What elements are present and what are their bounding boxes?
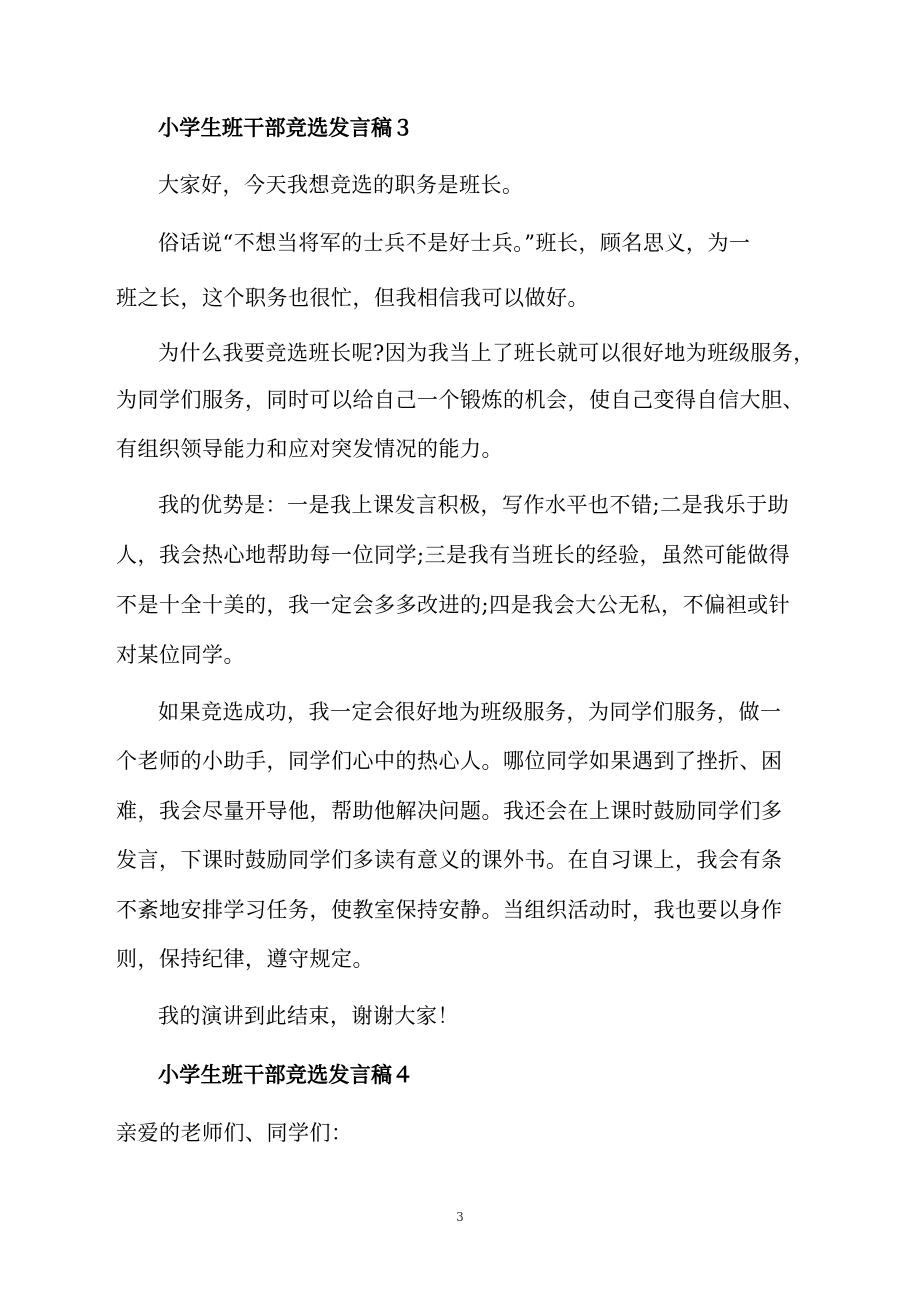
paragraph-greeting-line-1: 大家好，今天我想竞选的职务是班长。 <box>158 173 524 197</box>
page-number: 3 <box>456 1210 464 1224</box>
paragraph-reason-line-3: 有组织领导能力和应对突发情况的能力。 <box>116 437 503 461</box>
paragraph-promise-line-2: 个老师的小助手，同学们心中的热心人。哪位同学如果遇到了挫折、困 <box>116 749 783 773</box>
paragraph-advantages-line-1: 我的优势是：一是我上课发言积极，写作水平也不错;二是我乐于助 <box>158 493 790 517</box>
section-heading-3: 小学生班干部竞选发言稿３ <box>158 115 414 140</box>
paragraph-advantages-line-2: 人，我会热心地帮助每一位同学;三是我有当班长的经验，虽然可能做得 <box>116 543 791 567</box>
paragraph-promise-line-1: 如果竞选成功，我一定会很好地为班级服务，为同学们服务，做一 <box>158 700 782 724</box>
paragraph-promise-line-5: 不紊地安排学习任务，使教室保持安静。当组织活动时，我也要以身作 <box>116 898 783 922</box>
paragraph-proverb-line-1: 俗话说“不想当将军的士兵不是好士兵。”班长，顾名思义，为一 <box>158 231 751 255</box>
paragraph-proverb-line-2: 班之长，这个职务也很忙，但我相信我可以做好。 <box>116 286 589 310</box>
paragraph-closing-line-1: 我的演讲到此结束，谢谢大家！ <box>158 1004 459 1028</box>
paragraph-promise-line-3: 难，我会尽量开导他，帮助他解决问题。我还会在上课时鼓励同学们多 <box>116 799 783 823</box>
paragraph-reason-line-2: 为同学们服务，同时可以给自己一个锻炼的机会，使自己变得自信大胆、 <box>116 388 804 412</box>
paragraph-advantages-line-3: 不是十全十美的，我一定会多多改进的;四是我会大公无私，不偏袒或针 <box>116 593 791 617</box>
section-heading-4: 小学生班干部竞选发言稿４ <box>158 1062 414 1087</box>
paragraph-reason-line-1: 为什么我要竞选班长呢?因为我当上了班长就可以很好地为班级服务， <box>158 341 815 365</box>
paragraph-promise-line-4: 发言，下课时鼓励同学们多读有意义的课外书。在自习课上，我会有条 <box>116 848 783 872</box>
paragraph-promise-line-6: 则，保持纪律，遵守规定。 <box>116 947 374 971</box>
paragraph-salutation-line-1: 亲爱的老师们、同学们： <box>116 1121 353 1145</box>
paragraph-advantages-line-4: 对某位同学。 <box>116 643 245 667</box>
